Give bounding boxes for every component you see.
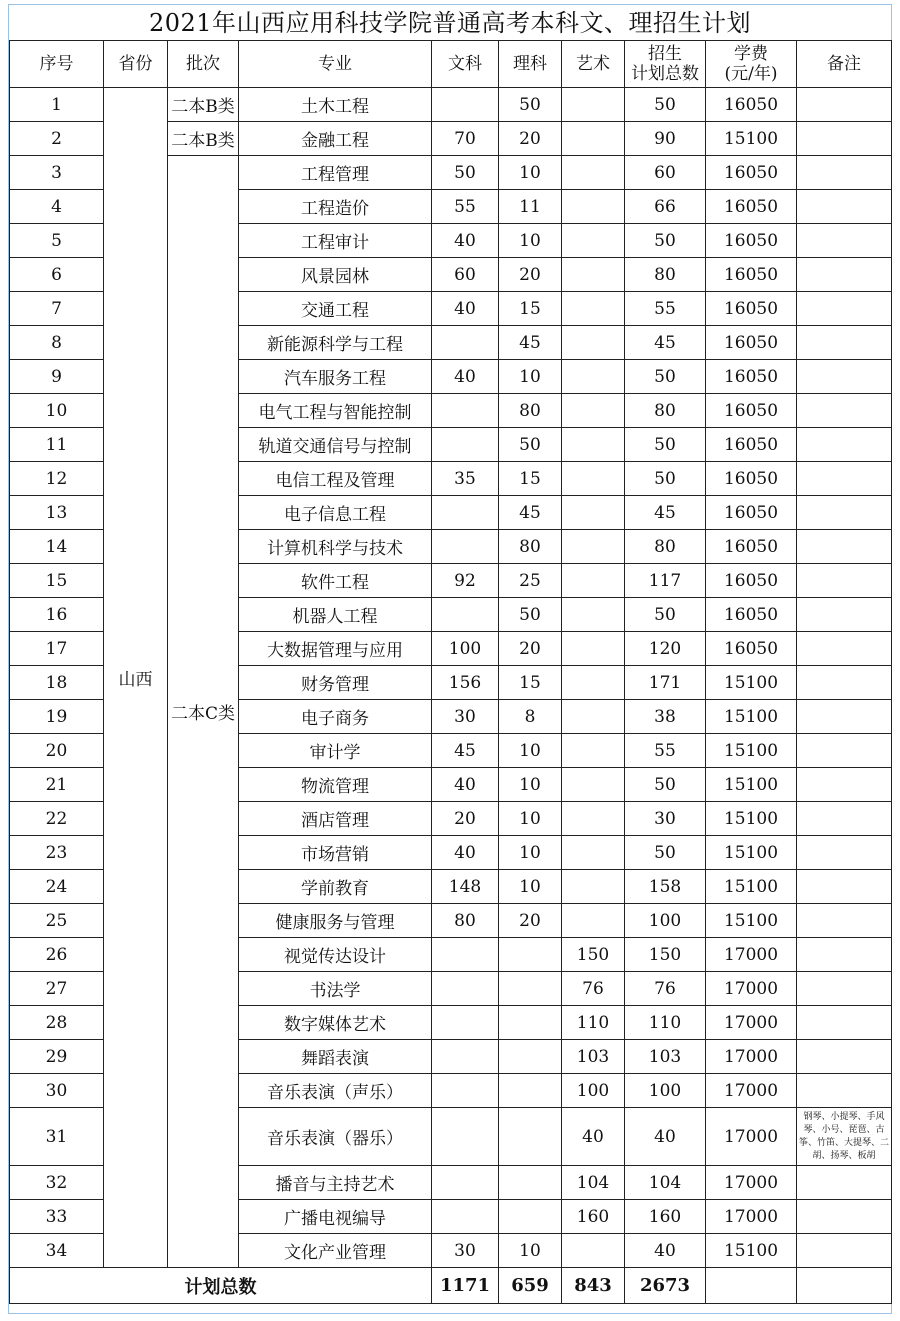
cell-wen: [432, 428, 499, 462]
cell-wen: 100: [432, 632, 499, 666]
cell-art: [562, 904, 625, 938]
header-batch: 批次: [168, 41, 239, 88]
cell-art: [562, 666, 625, 700]
cell-wen: 40: [432, 292, 499, 326]
cell-no: 20: [10, 734, 104, 768]
cell-art: [562, 122, 625, 156]
cell-total: 45: [625, 496, 706, 530]
cell-wen: [432, 1200, 499, 1234]
cell-note: [797, 972, 892, 1006]
cell-no: 16: [10, 598, 104, 632]
cell-li: 8: [499, 700, 562, 734]
cell-note: [797, 156, 892, 190]
cell-note: [797, 496, 892, 530]
cell-fee: 16050: [706, 224, 797, 258]
cell-major: 学前教育: [239, 870, 432, 904]
cell-note: [797, 190, 892, 224]
cell-li: 10: [499, 802, 562, 836]
cell-wen: 40: [432, 224, 499, 258]
cell-fee: 15100: [706, 768, 797, 802]
cell-li: 50: [499, 428, 562, 462]
cell-art: [562, 632, 625, 666]
cell-li: 10: [499, 156, 562, 190]
cell-fee: 15100: [706, 870, 797, 904]
cell-fee: 16050: [706, 394, 797, 428]
cell-note: [797, 530, 892, 564]
cell-fee: 17000: [706, 1006, 797, 1040]
cell-major: 大数据管理与应用: [239, 632, 432, 666]
cell-fee: 17000: [706, 1166, 797, 1200]
cell-major: 电气工程与智能控制: [239, 394, 432, 428]
cell-fee: 15100: [706, 802, 797, 836]
cell-wen: 35: [432, 462, 499, 496]
cell-fee: 16050: [706, 88, 797, 122]
cell-wen: 30: [432, 1234, 499, 1268]
cell-li: 10: [499, 224, 562, 258]
cell-li: 45: [499, 496, 562, 530]
cell-note: [797, 1108, 892, 1166]
cell-note: [797, 870, 892, 904]
cell-batch: 二本C类: [168, 156, 239, 1268]
cell-note: [797, 224, 892, 258]
cell-li: 10: [499, 836, 562, 870]
cell-li: 10: [499, 734, 562, 768]
cell-no: 23: [10, 836, 104, 870]
cell-wen: 148: [432, 870, 499, 904]
cell-no: 25: [10, 904, 104, 938]
header-province: 省份: [104, 41, 168, 88]
cell-li: 15: [499, 462, 562, 496]
cell-wen: [432, 1006, 499, 1040]
cell-fee: 16050: [706, 496, 797, 530]
header-no: 序号: [10, 41, 104, 88]
cell-fee: 16050: [706, 190, 797, 224]
cell-li: [499, 1166, 562, 1200]
cell-li: 15: [499, 666, 562, 700]
cell-total: 50: [625, 836, 706, 870]
cell-wen: 40: [432, 768, 499, 802]
cell-art: [562, 156, 625, 190]
cell-fee: 15100: [706, 700, 797, 734]
cell-fee: 17000: [706, 1074, 797, 1108]
cell-li: 20: [499, 122, 562, 156]
cell-total: 30: [625, 802, 706, 836]
cell-no: 28: [10, 1006, 104, 1040]
cell-note: [797, 1040, 892, 1074]
cell-wen: [432, 938, 499, 972]
cell-fee: 16050: [706, 258, 797, 292]
cell-total: 38: [625, 700, 706, 734]
cell-wen: 40: [432, 360, 499, 394]
cell-li: 20: [499, 258, 562, 292]
cell-art: [562, 326, 625, 360]
cell-major: 交通工程: [239, 292, 432, 326]
cell-li: [499, 1074, 562, 1108]
cell-fee: 16050: [706, 632, 797, 666]
cell-major: 汽车服务工程: [239, 360, 432, 394]
cell-fee: 16050: [706, 598, 797, 632]
cell-total: 40: [625, 1234, 706, 1268]
cell-fee: 15100: [706, 836, 797, 870]
cell-wen: [432, 1074, 499, 1108]
cell-major: 物流管理: [239, 768, 432, 802]
cell-no: 31: [10, 1108, 104, 1166]
cell-li: 25: [499, 564, 562, 598]
cell-note: [797, 326, 892, 360]
cell-major: 音乐表演（声乐）: [239, 1074, 432, 1108]
cell-major: 风景园林: [239, 258, 432, 292]
cell-fee: 16050: [706, 428, 797, 462]
cell-no: 12: [10, 462, 104, 496]
cell-total: 50: [625, 462, 706, 496]
cell-art: 103: [562, 1040, 625, 1074]
cell-total: 45: [625, 326, 706, 360]
header-note: 备注: [797, 41, 892, 88]
cell-li: [499, 1040, 562, 1074]
cell-no: 34: [10, 1234, 104, 1268]
cell-major: 轨道交通信号与控制: [239, 428, 432, 462]
cell-fee: 16050: [706, 156, 797, 190]
cell-no: 13: [10, 496, 104, 530]
cell-fee: 16050: [706, 530, 797, 564]
cell-note: [797, 292, 892, 326]
cell-art: [562, 496, 625, 530]
cell-total: 50: [625, 360, 706, 394]
cell-li: 10: [499, 360, 562, 394]
cell-note: [797, 122, 892, 156]
cell-no: 27: [10, 972, 104, 1006]
cell-no: 10: [10, 394, 104, 428]
cell-major: 数字媒体艺术: [239, 1006, 432, 1040]
cell-fee: 16050: [706, 564, 797, 598]
totals-li: 659: [499, 1268, 562, 1304]
cell-wen: 92: [432, 564, 499, 598]
cell-note: [797, 734, 892, 768]
cell-no: 29: [10, 1040, 104, 1074]
cell-wen: 40: [432, 836, 499, 870]
cell-major: 机器人工程: [239, 598, 432, 632]
cell-batch: 二本B类: [168, 88, 239, 122]
header-fee: 学费 (元/年): [706, 41, 797, 88]
cell-art: [562, 530, 625, 564]
cell-note: [797, 258, 892, 292]
cell-note: [797, 938, 892, 972]
enrollment-plan-table: [9, 40, 892, 1304]
cell-no: 15: [10, 564, 104, 598]
cell-wen: 60: [432, 258, 499, 292]
cell-wen: 45: [432, 734, 499, 768]
cell-total: 50: [625, 428, 706, 462]
cell-art: [562, 292, 625, 326]
cell-total: 80: [625, 258, 706, 292]
cell-major: 电子信息工程: [239, 496, 432, 530]
cell-note: [797, 428, 892, 462]
cell-note: [797, 768, 892, 802]
cell-major: 书法学: [239, 972, 432, 1006]
cell-fee: 16050: [706, 360, 797, 394]
totals-label: 计划总数: [10, 1268, 432, 1304]
cell-no: 1: [10, 88, 104, 122]
cell-fee: 17000: [706, 972, 797, 1006]
cell-total: 66: [625, 190, 706, 224]
cell-total: 160: [625, 1200, 706, 1234]
cell-major: 音乐表演（器乐）: [239, 1108, 432, 1166]
cell-wen: [432, 598, 499, 632]
cell-art: [562, 870, 625, 904]
cell-fee: 16050: [706, 462, 797, 496]
cell-note: [797, 802, 892, 836]
cell-note: [797, 632, 892, 666]
cell-wen: 20: [432, 802, 499, 836]
cell-art: 160: [562, 1200, 625, 1234]
cell-li: 80: [499, 530, 562, 564]
cell-total: 80: [625, 394, 706, 428]
cell-total: 104: [625, 1166, 706, 1200]
cell-art: [562, 700, 625, 734]
cell-no: 4: [10, 190, 104, 224]
cell-major: 电子商务: [239, 700, 432, 734]
cell-art: 40: [562, 1108, 625, 1166]
cell-note: [797, 1006, 892, 1040]
cell-total: 110: [625, 1006, 706, 1040]
cell-note: [797, 904, 892, 938]
cell-no: 32: [10, 1166, 104, 1200]
cell-wen: [432, 88, 499, 122]
cell-note: [797, 462, 892, 496]
cell-total: 40: [625, 1108, 706, 1166]
cell-li: 15: [499, 292, 562, 326]
cell-fee: 16050: [706, 326, 797, 360]
cell-total: 117: [625, 564, 706, 598]
cell-no: 30: [10, 1074, 104, 1108]
cell-total: 150: [625, 938, 706, 972]
cell-art: [562, 768, 625, 802]
cell-wen: [432, 394, 499, 428]
cell-note: [797, 700, 892, 734]
cell-province: 山西: [104, 88, 168, 1268]
cell-art: 150: [562, 938, 625, 972]
cell-wen: [432, 496, 499, 530]
cell-li: 50: [499, 598, 562, 632]
cell-total: 50: [625, 224, 706, 258]
cell-major: 广播电视编导: [239, 1200, 432, 1234]
cell-no: 2: [10, 122, 104, 156]
cell-fee: 15100: [706, 734, 797, 768]
cell-art: 110: [562, 1006, 625, 1040]
header-wen: 文科: [432, 41, 499, 88]
header-li: 理科: [499, 41, 562, 88]
cell-no: 11: [10, 428, 104, 462]
cell-note: [797, 598, 892, 632]
cell-note: [797, 564, 892, 598]
cell-total: 50: [625, 88, 706, 122]
cell-li: 20: [499, 904, 562, 938]
cell-note: [797, 1234, 892, 1268]
cell-no: 26: [10, 938, 104, 972]
cell-major: 审计学: [239, 734, 432, 768]
cell-total: 90: [625, 122, 706, 156]
cell-li: 10: [499, 768, 562, 802]
cell-art: [562, 598, 625, 632]
cell-major: 文化产业管理: [239, 1234, 432, 1268]
header-art: 艺术: [562, 41, 625, 88]
cell-no: 3: [10, 156, 104, 190]
cell-art: [562, 462, 625, 496]
cell-li: [499, 1200, 562, 1234]
cell-art: [562, 394, 625, 428]
cell-total: 171: [625, 666, 706, 700]
totals-fee: [706, 1268, 797, 1304]
totals-art: 843: [562, 1268, 625, 1304]
cell-art: [562, 1234, 625, 1268]
cell-no: 33: [10, 1200, 104, 1234]
cell-art: [562, 428, 625, 462]
cell-wen: [432, 530, 499, 564]
cell-major: 视觉传达设计: [239, 938, 432, 972]
cell-wen: 80: [432, 904, 499, 938]
cell-no: 21: [10, 768, 104, 802]
cell-fee: 17000: [706, 938, 797, 972]
totals-note: [797, 1268, 892, 1304]
cell-no: 24: [10, 870, 104, 904]
cell-wen: [432, 1166, 499, 1200]
cell-art: 100: [562, 1074, 625, 1108]
cell-total: 50: [625, 598, 706, 632]
cell-li: [499, 1006, 562, 1040]
cell-total: 120: [625, 632, 706, 666]
cell-major: 舞蹈表演: [239, 1040, 432, 1074]
cell-fee: 15100: [706, 122, 797, 156]
cell-major: 工程审计: [239, 224, 432, 258]
cell-li: 50: [499, 88, 562, 122]
cell-fee: 15100: [706, 904, 797, 938]
cell-fee: 17000: [706, 1108, 797, 1166]
cell-no: 7: [10, 292, 104, 326]
cell-no: 8: [10, 326, 104, 360]
cell-art: [562, 224, 625, 258]
cell-wen: 30: [432, 700, 499, 734]
cell-wen: 50: [432, 156, 499, 190]
cell-li: [499, 972, 562, 1006]
cell-art: [562, 88, 625, 122]
cell-wen: 70: [432, 122, 499, 156]
cell-art: [562, 190, 625, 224]
cell-no: 19: [10, 700, 104, 734]
cell-note: [797, 394, 892, 428]
cell-wen: [432, 1108, 499, 1166]
header-row: [10, 41, 892, 88]
cell-wen: [432, 972, 499, 1006]
cell-li: [499, 938, 562, 972]
cell-major: 酒店管理: [239, 802, 432, 836]
cell-total: 76: [625, 972, 706, 1006]
cell-li: 10: [499, 1234, 562, 1268]
cell-total: 60: [625, 156, 706, 190]
cell-wen: [432, 326, 499, 360]
cell-fee: 17000: [706, 1040, 797, 1074]
cell-total: 100: [625, 1074, 706, 1108]
cell-total: 100: [625, 904, 706, 938]
cell-total: 55: [625, 292, 706, 326]
cell-note: [797, 360, 892, 394]
cell-total: 103: [625, 1040, 706, 1074]
cell-no: 17: [10, 632, 104, 666]
cell-no: 5: [10, 224, 104, 258]
cell-wen: [432, 1040, 499, 1074]
cell-art: [562, 734, 625, 768]
cell-major: 电信工程及管理: [239, 462, 432, 496]
cell-note: [797, 836, 892, 870]
cell-major: 金融工程: [239, 122, 432, 156]
cell-art: 76: [562, 972, 625, 1006]
cell-art: [562, 360, 625, 394]
cell-major: 工程造价: [239, 190, 432, 224]
cell-li: 80: [499, 394, 562, 428]
cell-major: 新能源科学与工程: [239, 326, 432, 360]
cell-no: 22: [10, 802, 104, 836]
cell-batch: 二本B类: [168, 122, 239, 156]
cell-fee: 16050: [706, 292, 797, 326]
header-major: 专业: [239, 41, 432, 88]
cell-li: 10: [499, 870, 562, 904]
cell-major: 计算机科学与技术: [239, 530, 432, 564]
cell-major: 软件工程: [239, 564, 432, 598]
page-title: 2021年山西应用科技学院普通高考本科文、理招生计划: [148, 9, 752, 37]
cell-no: 14: [10, 530, 104, 564]
cell-li: 11: [499, 190, 562, 224]
cell-li: [499, 1108, 562, 1166]
cell-note: [797, 1074, 892, 1108]
totals-total: 2673: [625, 1268, 706, 1304]
cell-fee: 15100: [706, 1234, 797, 1268]
cell-note: [797, 1166, 892, 1200]
cell-no: 18: [10, 666, 104, 700]
cell-note: [797, 88, 892, 122]
cell-art: 104: [562, 1166, 625, 1200]
cell-art: [562, 258, 625, 292]
cell-art: [562, 802, 625, 836]
cell-li: 20: [499, 632, 562, 666]
cell-major: 播音与主持艺术: [239, 1166, 432, 1200]
cell-fee: 15100: [706, 666, 797, 700]
cell-art: [562, 836, 625, 870]
totals-wen: 1171: [432, 1268, 499, 1304]
cell-total: 80: [625, 530, 706, 564]
cell-art: [562, 564, 625, 598]
cell-fee: 17000: [706, 1200, 797, 1234]
cell-wen: 156: [432, 666, 499, 700]
cell-wen: 55: [432, 190, 499, 224]
cell-total: 50: [625, 768, 706, 802]
instrument-note: 钢琴、小提琴、手风琴、小号、琵琶、古筝、竹笛、大提琴、二胡、扬琴、板胡: [799, 1111, 890, 1161]
cell-major: 财务管理: [239, 666, 432, 700]
cell-major: 工程管理: [239, 156, 432, 190]
cell-li: 45: [499, 326, 562, 360]
cell-note: [797, 666, 892, 700]
cell-no: 6: [10, 258, 104, 292]
table-row: [10, 88, 892, 122]
cell-major: 市场营销: [239, 836, 432, 870]
cell-total: 158: [625, 870, 706, 904]
cell-major: 健康服务与管理: [239, 904, 432, 938]
cell-total: 55: [625, 734, 706, 768]
cell-no: 9: [10, 360, 104, 394]
header-total: 招生 计划总数: [625, 41, 706, 88]
totals-row: [10, 1268, 892, 1304]
cell-note: [797, 1200, 892, 1234]
cell-major: 土木工程: [239, 88, 432, 122]
